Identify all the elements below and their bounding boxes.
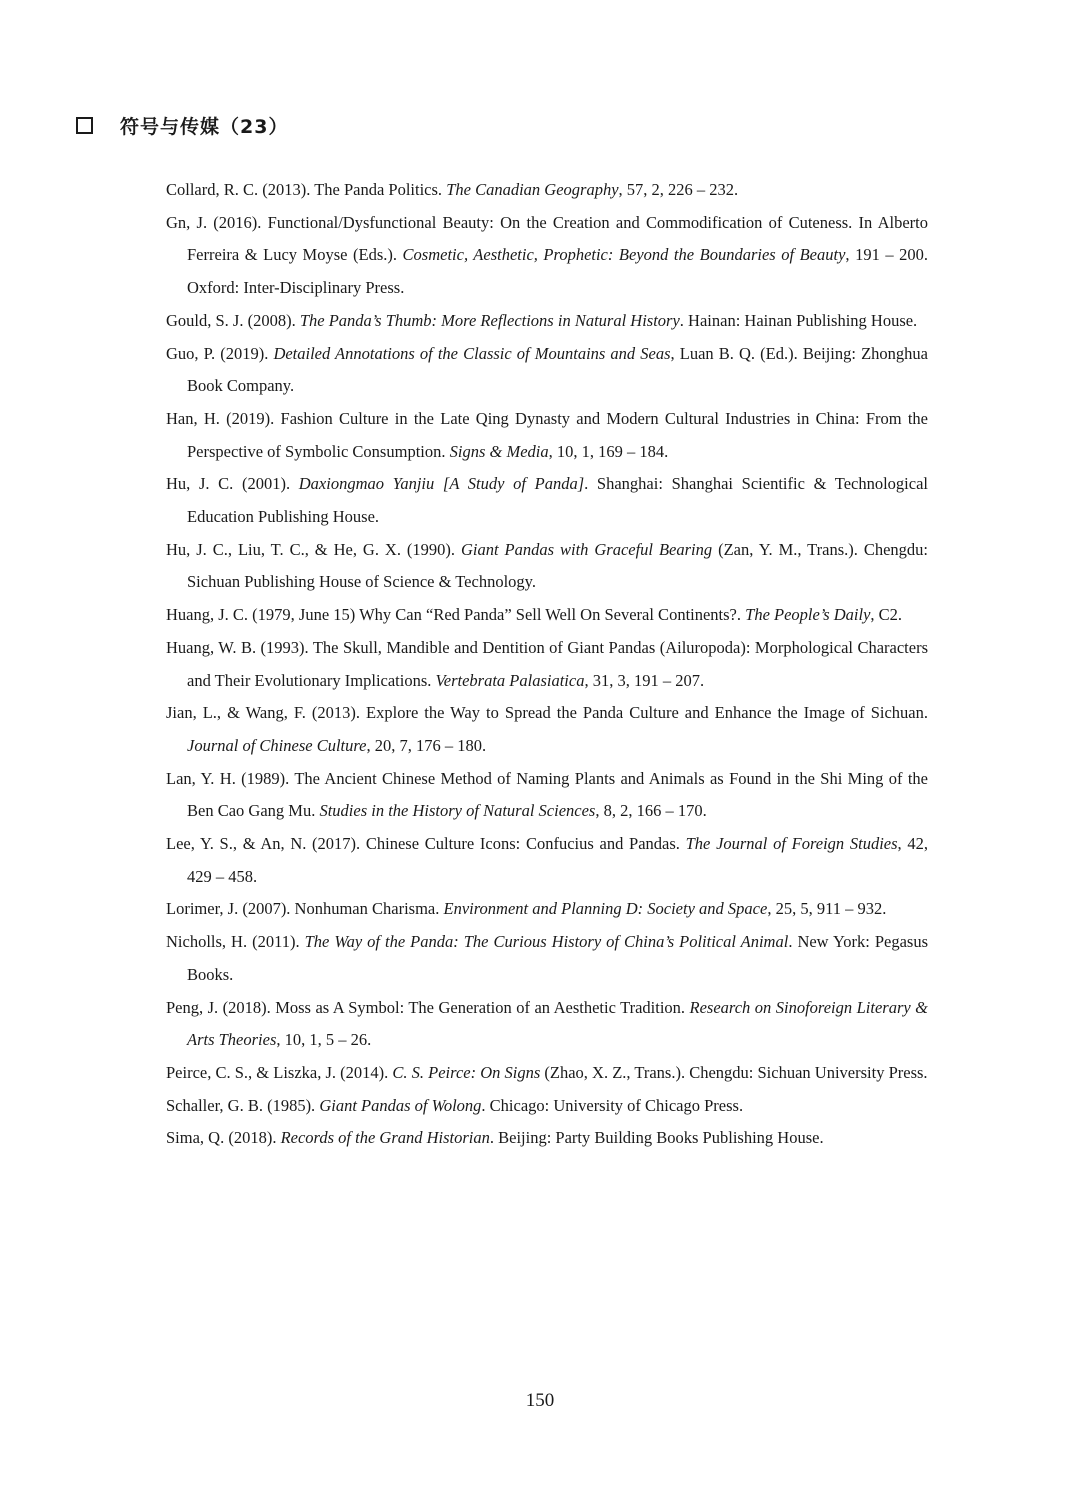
reference-details: , 8, 2, 166 – 170. bbox=[595, 801, 707, 821]
reference-entry bbox=[166, 1057, 928, 1090]
reference-text: Hu, J. C. (2001). bbox=[166, 474, 299, 494]
reference-text: Gn, J. (2016). Functional/Dysfunctional Beauty: On the Creation and Commodification of Cuteness. In Alberto Ferreira & Lucy Moyse (Eds.). bbox=[166, 212, 928, 265]
reference-entry bbox=[166, 599, 928, 632]
reference-text: Peng, J. (2018). Moss as A Symbol: The Generation of an Aesthetic Tradition. bbox=[166, 997, 690, 1017]
reference-details: , 42, 429 – 458. bbox=[187, 834, 929, 886]
reference-list bbox=[166, 174, 928, 1155]
reference-details: . New York: Pegasus Books. bbox=[187, 932, 928, 984]
reference-entry bbox=[166, 763, 928, 828]
reference-source: The Way of the Panda: The Curious History of China’s Political Animal bbox=[304, 932, 789, 952]
reference-entry bbox=[166, 893, 928, 926]
reference-source: The Journal of Foreign Studies bbox=[685, 834, 898, 854]
reference-source: Giant Pandas with Graceful Bearing bbox=[460, 539, 713, 559]
reference-details: . Hainan: Hainan Publishing House. bbox=[679, 310, 918, 330]
reference-details: , 25, 5, 911 – 932. bbox=[767, 899, 887, 919]
reference-details: , Luan B. Q. (Ed.). Beijing: Zhonghua Book Company. bbox=[187, 343, 928, 396]
running-header bbox=[76, 112, 288, 139]
reference-source: Giant Pandas of Wolong bbox=[319, 1095, 482, 1115]
reference-source: Studies in the History of Natural Sciences bbox=[319, 801, 596, 821]
reference-source: The People’s Daily bbox=[745, 605, 871, 625]
reference-details: (Zhao, X. Z., Trans.). Chengdu: Sichuan University Press. bbox=[540, 1062, 928, 1082]
reference-entry bbox=[166, 534, 928, 599]
square-icon bbox=[76, 117, 93, 134]
reference-details: , C2. bbox=[870, 605, 903, 625]
reference-details: . Beijing: Party Building Books Publishing House. bbox=[489, 1128, 824, 1148]
reference-source: The Panda’s Thumb: More Reflections in Natural History bbox=[299, 310, 680, 330]
reference-source: Research on Sinoforeign Literary & Arts Theories bbox=[187, 997, 928, 1050]
reference-source: C. S. Peirce: On Signs bbox=[392, 1062, 541, 1082]
reference-entry bbox=[166, 1090, 928, 1123]
reference-entry bbox=[166, 468, 928, 533]
reference-text: Guo, P. (2019). bbox=[166, 343, 274, 363]
reference-entry bbox=[166, 1122, 928, 1155]
reference-details: , 10, 1, 5 – 26. bbox=[276, 1030, 372, 1050]
reference-details: , 10, 1, 169 – 184. bbox=[548, 441, 669, 461]
reference-text: Sima, Q. (2018). bbox=[166, 1128, 281, 1148]
reference-text: Gould, S. J. (2008). bbox=[166, 310, 300, 330]
reference-entry bbox=[166, 338, 928, 403]
reference-text: Peirce, C. S., & Liszka, J. (2014). bbox=[166, 1062, 393, 1082]
reference-source: Vertebrata Palasiatica bbox=[435, 670, 585, 690]
reference-entry bbox=[166, 174, 928, 207]
reference-text: Han, H. (2019). Fashion Culture in the Late Qing Dynasty and Modern Cultural Industries in China: From the Perspective of Symbolic Consumption. bbox=[166, 408, 928, 461]
reference-source: Signs & Media bbox=[449, 441, 549, 461]
reference-details: , 191 – 200. Oxford: Inter-Disciplinary Press. bbox=[187, 245, 929, 298]
reference-details: . Shanghai: Shanghai Scientific & Technological Education Publishing House. bbox=[187, 474, 929, 527]
reference-text: Schaller, G. B. (1985). bbox=[166, 1095, 320, 1115]
reference-entry bbox=[166, 403, 928, 468]
reference-details: , 20, 7, 176 – 180. bbox=[366, 735, 487, 755]
reference-text: Hu, J. C., Liu, T. C., & He, G. X. (1990). bbox=[166, 539, 461, 559]
reference-source: Records of the Grand Historian bbox=[280, 1128, 490, 1148]
reference-text: Nicholls, H. (2011). bbox=[166, 932, 305, 952]
reference-details: (Zan, Y. M., Trans.). Chengdu: Sichuan Publishing House of Science & Technology. bbox=[187, 539, 928, 592]
reference-entry bbox=[166, 632, 928, 697]
reference-text: Collard, R. C. (2013). The Panda Politics. bbox=[166, 180, 447, 199]
reference-details: , 31, 3, 191 – 207. bbox=[584, 670, 705, 690]
reference-text: Lorimer, J. (2007). Nonhuman Charisma. bbox=[166, 899, 444, 919]
reference-source: Daxiongmao Yanjiu [A Study of Panda] bbox=[298, 474, 585, 494]
reference-source: Detailed Annotations of the Classic of Mountains and Seas bbox=[273, 343, 671, 363]
reference-entry bbox=[166, 992, 928, 1057]
reference-entry bbox=[166, 697, 928, 762]
reference-entry bbox=[166, 207, 928, 305]
reference-details: . Chicago: University of Chicago Press. bbox=[481, 1095, 744, 1115]
reference-source: Cosmetic, Aesthetic, Prophetic: Beyond the Boundaries of Beauty bbox=[402, 245, 846, 265]
reference-source: Journal of Chinese Culture bbox=[187, 735, 367, 755]
page-number: 150 bbox=[525, 1390, 555, 1411]
reference-text: Huang, W. B. (1993). The Skull, Mandible and Dentition of Giant Pandas (Ailuropoda): Morphological Characters and Their Evolutionary Implications. bbox=[166, 637, 928, 690]
reference-entry bbox=[166, 828, 928, 893]
journal-title: 符号与传媒（23） bbox=[120, 116, 289, 138]
reference-source: Environment and Planning D: Society and Space bbox=[443, 899, 768, 919]
reference-text: Huang, J. C. (1979, June 15) Why Can “Red Panda” Sell Well On Several Continents?. bbox=[166, 605, 746, 625]
reference-entry bbox=[166, 926, 928, 991]
reference-text: Lee, Y. S., & An, N. (2017). Chinese Culture Icons: Confucius and Pandas. bbox=[166, 834, 686, 854]
reference-text: Jian, L., & Wang, F. (2013). Explore the Way to Spread the Panda Culture and Enhance the Image of Sichuan. bbox=[166, 703, 928, 723]
reference-details: , 57, 2, 226 – 232. bbox=[618, 180, 739, 199]
reference-entry bbox=[166, 305, 928, 338]
reference-source: The Canadian Geography bbox=[446, 180, 619, 199]
reference-text: Lan, Y. H. (1989). The Ancient Chinese Method of Naming Plants and Animals as Found in the Shi Ming of the Ben Cao Gang Mu. bbox=[166, 768, 928, 821]
